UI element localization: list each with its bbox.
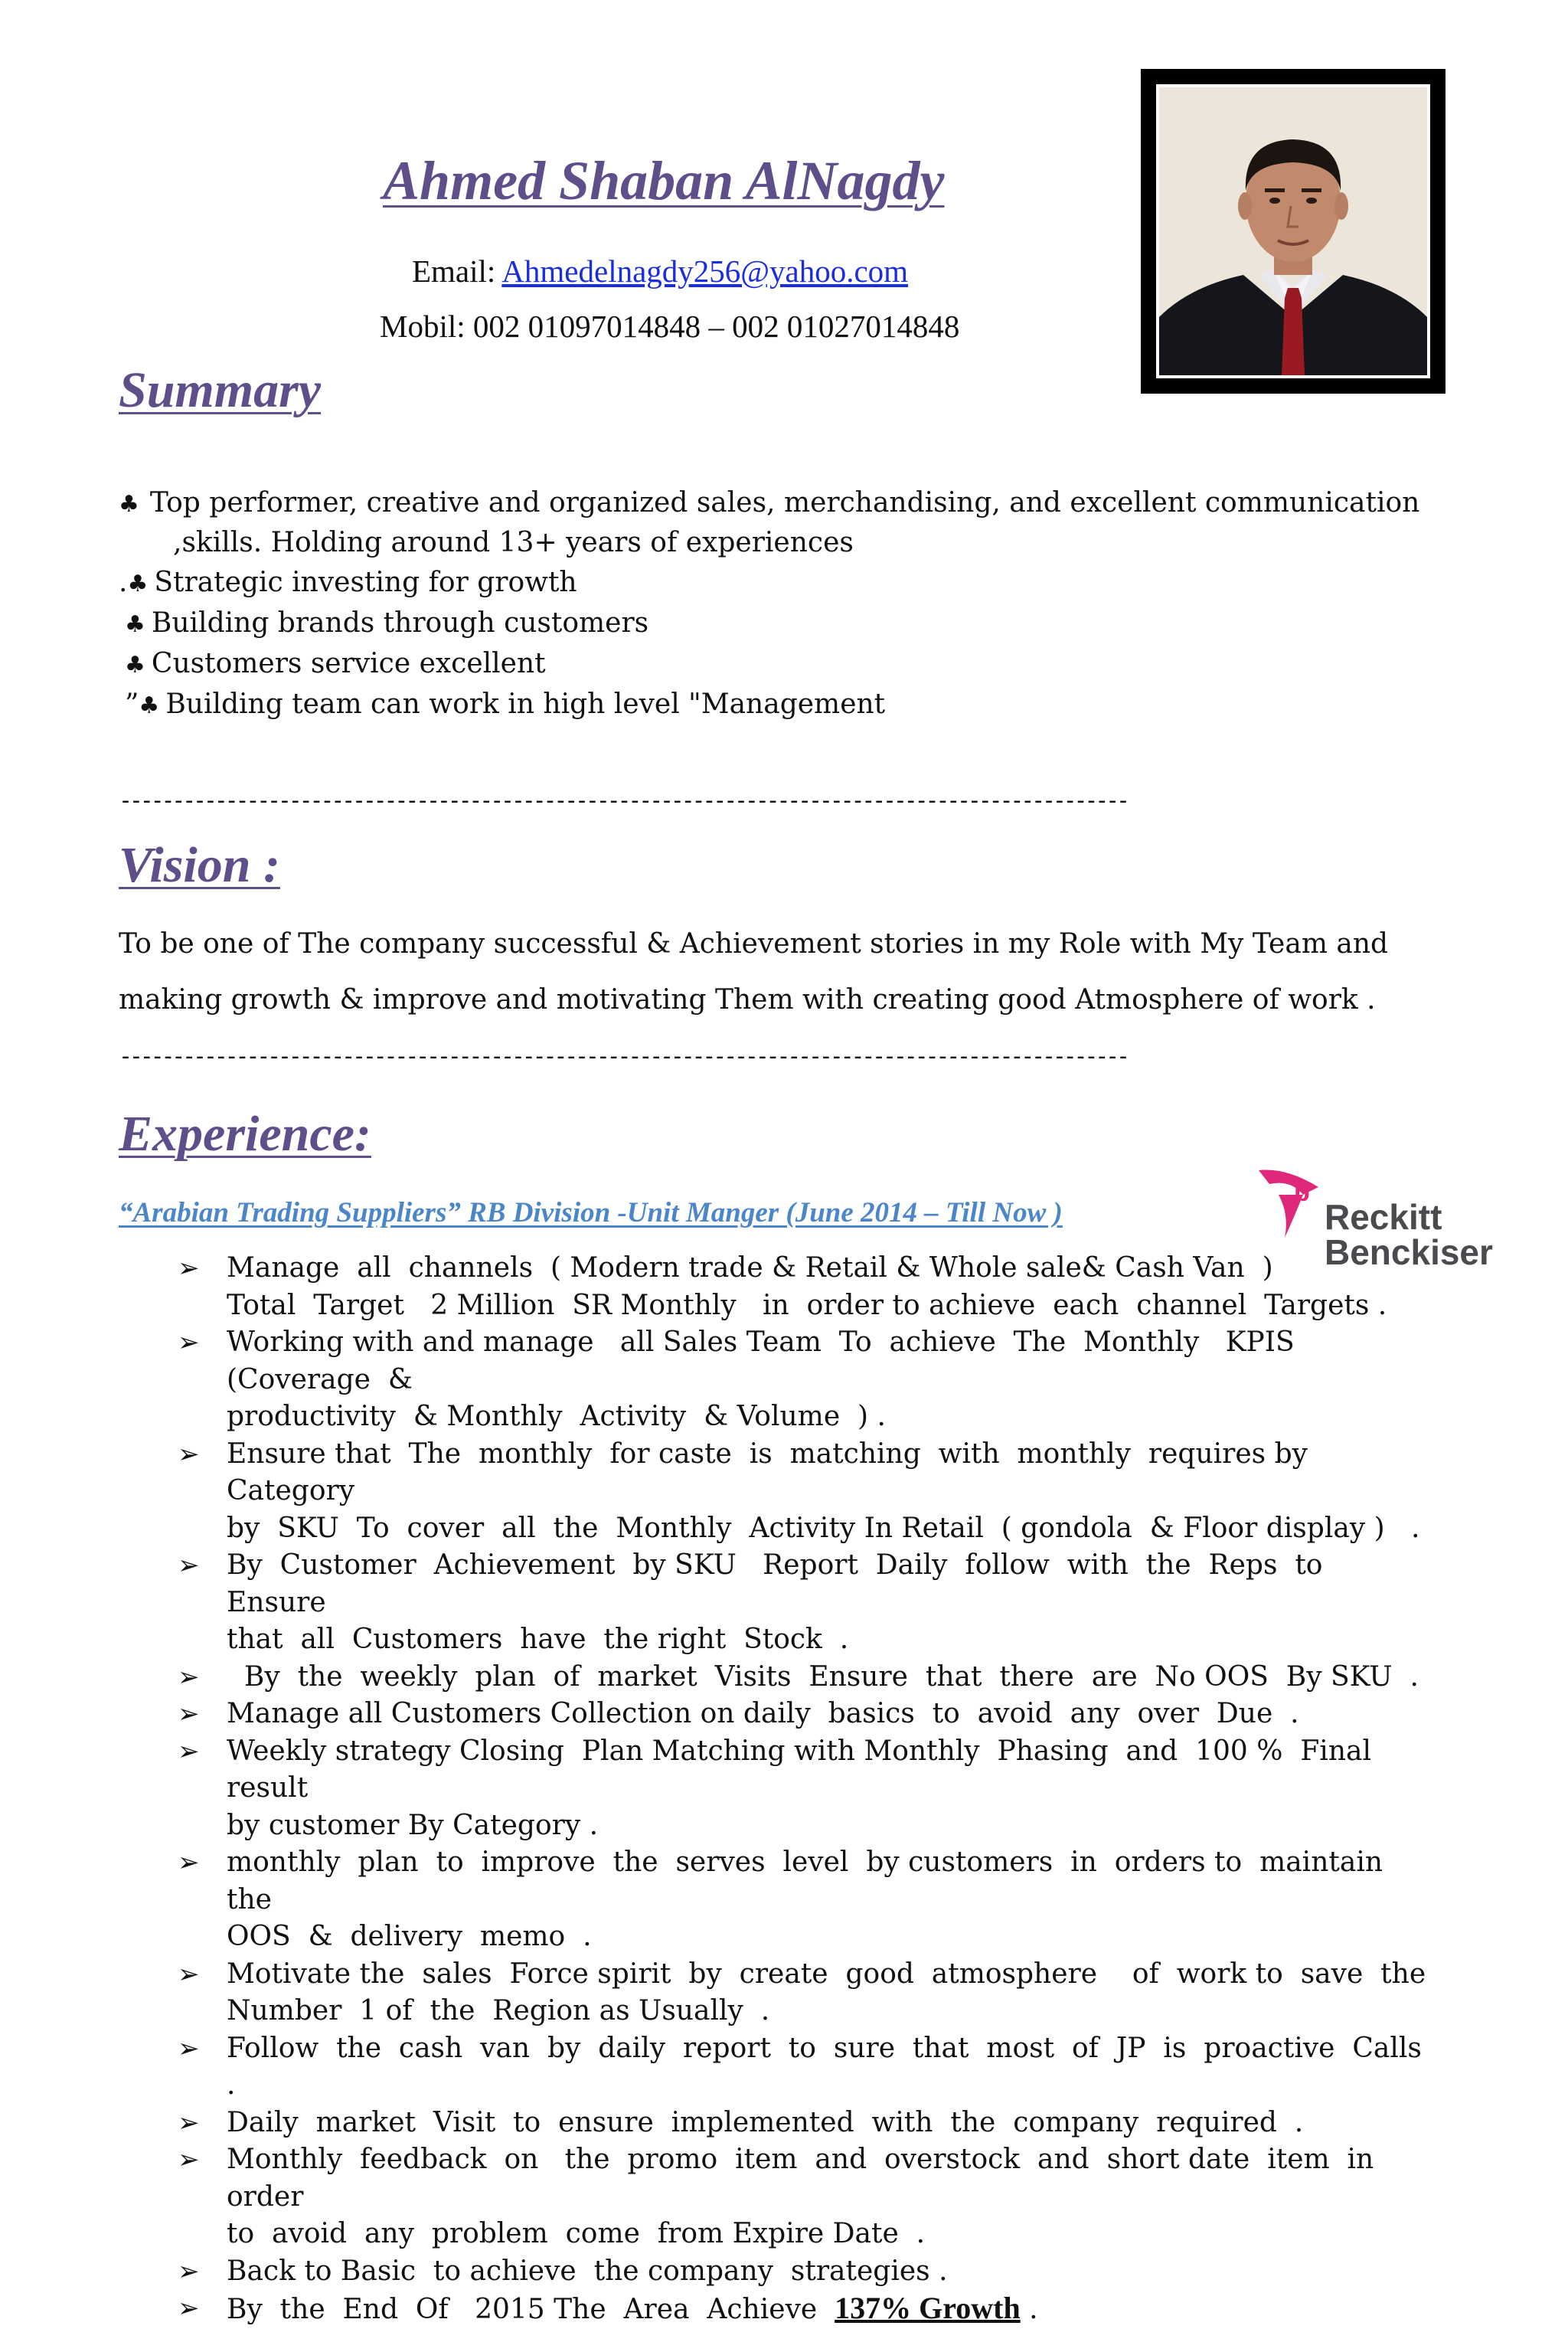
club-bullet-icon: ♣ [125, 652, 145, 679]
arrow-bullet-icon: ➢ [178, 1253, 200, 1284]
bullet-text: Motivate the sales Force spirit by create good atmosphere of work to save the Number 1 of the Region as Usually . [227, 1958, 1426, 2026]
summary-text: Building brands through customers [151, 607, 649, 639]
arrow-bullet-icon: ➢ [178, 1699, 200, 1729]
arrow-bullet-icon: ➢ [178, 2033, 200, 2064]
bullet-text: monthly plan to improve the serves level by customers in orders to maintain the OOS & delivery memo . [227, 1847, 1383, 1952]
experience-heading: Experience: [119, 1106, 371, 1162]
club-bullet-icon: ♣ [119, 491, 139, 518]
club-bullet-icon: ♣ [139, 692, 160, 719]
bullet-item [178, 1324, 1433, 1436]
arrow-bullet-icon: ➢ [178, 1958, 200, 1990]
email-line [412, 253, 908, 289]
profile-photo-frame [1141, 69, 1446, 394]
summary-item-5 [125, 689, 885, 720]
bullet-item-growth [178, 2290, 1433, 2329]
bullet-item [178, 1659, 1433, 1696]
bullet-item [178, 2141, 1433, 2253]
bullet-text: By the End Of 2015 The Area Achieve [227, 2294, 835, 2325]
bullet-text: By Customer Achievement by SKU Report Daily follow with the Reps to Ensure that all Customers have the right Stock . [227, 1549, 1323, 1655]
candidate-name: Ahmed Shaban AlNagdy [383, 150, 945, 211]
bullet-item [178, 1733, 1433, 1845]
arrow-bullet-icon: ➢ [178, 1735, 200, 1767]
bullet-item [178, 1547, 1433, 1659]
vision-line-2: making growth & improve and motivating Them with creating good Atmosphere of work . [119, 984, 1376, 1016]
arrow-bullet-icon: ➢ [178, 1550, 200, 1581]
bullet-item [178, 2030, 1439, 2105]
reckitt-benckiser-logo [1256, 1164, 1501, 1272]
email-label: Email: [412, 254, 502, 289]
arrow-bullet-icon: ➢ [178, 2144, 200, 2175]
growth-highlight: 137% Growth [835, 2291, 1021, 2325]
vision-line-1: To be one of The company successful & Achievement stories in my Role with My Team and [119, 928, 1389, 960]
job-title: “Arabian Trading Suppliers” RB Division -Unit Manger (June 2014 – Till Now ) [119, 1197, 1063, 1228]
summary-item-3 [125, 607, 648, 639]
bullet-text: By the weekly plan of market Visits Ensure that there are No OOS By SKU . [227, 1660, 1419, 1693]
bullet-item [178, 1250, 1433, 1324]
mobile-line: Mobil: 002 01097014848 – 002 01027014848 [380, 309, 960, 344]
arrow-bullet-icon: ➢ [178, 2293, 200, 2324]
divider-1: ----------------------------------------------------------------------------------------------- [119, 787, 1127, 814]
logo-word-reckitt: Reckitt [1325, 1197, 1442, 1237]
bullet-item [178, 1956, 1433, 2030]
experience-bullet-list [178, 1250, 1439, 2329]
bullet-text: Working with and manage all Sales Team To achieve The Monthly KPIS (Coverage & productivity & Monthly Activity & Volume ) . [227, 1326, 1295, 1432]
arrow-bullet-icon: ➢ [178, 2107, 200, 2138]
divider-2: ----------------------------------------------------------------------------------------------- [119, 1043, 1127, 1070]
profile-photo [1156, 84, 1430, 378]
vision-heading: Vision : [119, 837, 280, 893]
summary-text: Strategic investing for growth [154, 567, 577, 598]
prefix-quote: ” [125, 689, 139, 720]
bullet-text-suffix: . [1020, 2294, 1038, 2325]
club-bullet-icon: ♣ [125, 611, 145, 638]
arrow-bullet-icon: ➢ [178, 1847, 200, 1878]
summary-item-1 [119, 487, 1419, 518]
bullet-text: Manage all Customers Collection on daily basics to avoid any over Due . [227, 1698, 1299, 1729]
bullet-text: Back to Basic to achieve the company strategies . [227, 2255, 948, 2287]
bullet-text: Ensure that The monthly for caste is matching with monthly requires by Category by SKU To cover all the Monthly Activity In Retail ( gondola & Floor display ) . [227, 1438, 1420, 1544]
summary-item-1-cont: ,skills. Holding around 13+ years of experiences [173, 527, 854, 558]
prefix-dot: . [119, 567, 128, 598]
bullet-text: Weekly strategy Closing Plan Matching with Monthly Phasing and 100 % Final result by customer By Category . [227, 1735, 1371, 1841]
svg-text:b: b [1294, 1178, 1310, 1207]
bullet-item [178, 1696, 1433, 1733]
summary-text: Top performer, creative and organized sales, merchandising, and excellent communication [149, 487, 1420, 518]
summary-item-4 [125, 648, 546, 679]
bullet-text: Monthly feedback on the promo item and overstock and short date item in order to avoid any problem come from Expire Date . [227, 2144, 1374, 2249]
arrow-bullet-icon: ➢ [178, 1327, 200, 1358]
arrow-bullet-icon: ➢ [178, 1438, 200, 1470]
arrow-bullet-icon: ➢ [178, 2255, 200, 2287]
arrow-bullet-icon: ➢ [178, 1661, 200, 1693]
bullet-item [178, 1844, 1433, 1956]
summary-heading: Summary [119, 362, 322, 418]
bullet-item [178, 1436, 1433, 1548]
summary-text: Customers service excellent [151, 648, 546, 679]
bullet-text: Manage all channels ( Modern trade & Retail & Whole sale& Cash Van ) Total Target 2 Million SR Monthly in order to achieve each channel Targets . [227, 1252, 1387, 1321]
bullet-item [178, 2105, 1433, 2142]
summary-text: Building team can work in high level "Management [165, 689, 886, 720]
email-link[interactable]: Ahmedelnagdy256@yahoo.com [501, 254, 909, 289]
summary-item-2 [119, 567, 577, 598]
bullet-item [178, 2253, 1433, 2291]
bullet-text: Daily market Visit to ensure implemented with the company required . [227, 2106, 1304, 2138]
club-bullet-icon: ♣ [127, 571, 149, 597]
bullet-text: Follow the cash van by daily report to sure that most of JP is proactive Calls . [227, 2032, 1439, 2101]
logo-word-benckiser: Benckiser [1325, 1232, 1493, 1272]
